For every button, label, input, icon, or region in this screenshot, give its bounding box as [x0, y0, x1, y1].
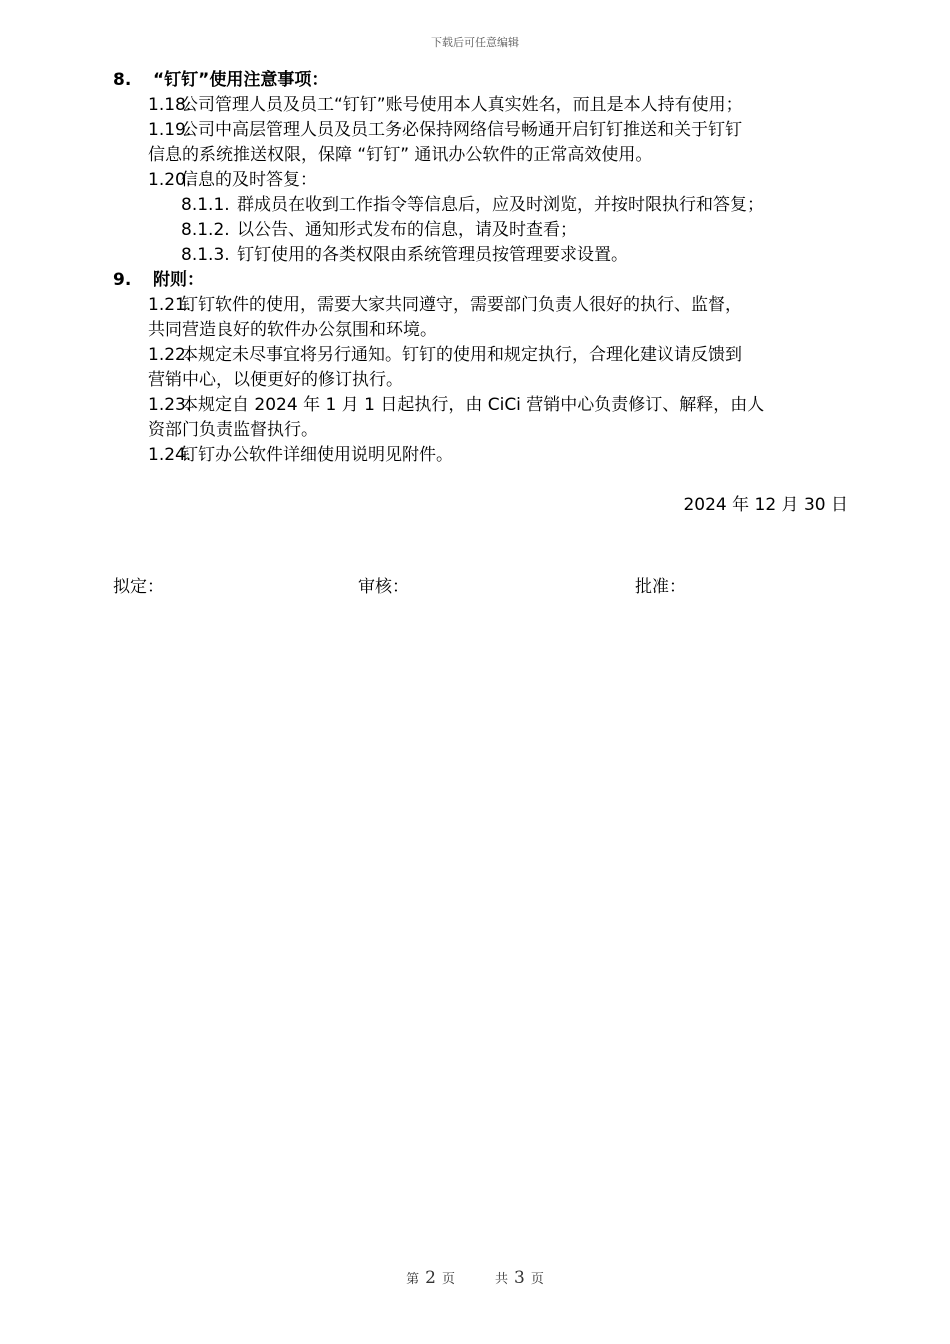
page-prefix: 第: [406, 1272, 420, 1287]
document-body: [113, 68, 853, 518]
clause-1-18: [113, 93, 853, 118]
page-footer: [0, 1268, 950, 1288]
subclause-text: 群成员在收到工作指令等信息后，应及时浏览，并按时限执行和答复；: [237, 195, 764, 215]
clause-text: 钉钉软件的使用，需要大家共同遵守，需要部门负责人很好的执行、监督，: [181, 295, 742, 315]
clause-text: 钉钉办公软件详细使用说明见附件。: [181, 445, 453, 465]
clause-1-21: [113, 293, 853, 343]
section-heading-9: [113, 268, 853, 293]
clause-1-20: [113, 168, 853, 193]
clause-text: 公司管理人员及员工“钉钉”账号使用本人真实姓名，而且是本人持有使用；: [181, 95, 743, 115]
header-note: 下载后可任意编辑: [431, 36, 519, 49]
subclause-text: 以公告、通知形式发布的信息，请及时查看；: [237, 220, 577, 240]
subclause-8-1-3: [113, 243, 853, 268]
page-suffix: 页: [441, 1272, 455, 1287]
clause-text-continued: 共同营造良好的软件办公氛围和环境。: [148, 320, 437, 340]
clause-1-24: [113, 443, 853, 468]
signature-approve-label: 批准：: [635, 577, 686, 597]
section-title: “钉钉”使用注意事项：: [153, 70, 329, 90]
clause-1-23: [113, 393, 853, 443]
signature-row: [113, 575, 853, 600]
clause-text: 信息的及时答复：: [181, 170, 317, 190]
subclause-number: 8.1.1.: [181, 195, 230, 215]
clause-number: 1.21.: [148, 295, 192, 315]
clause-number: 1.18.: [148, 95, 192, 115]
section-number: 9.: [113, 270, 132, 290]
total-suffix: 页: [530, 1272, 544, 1287]
subclause-8-1-1: [113, 193, 853, 218]
clause-text: 本规定未尽事宜将另行通知。钉钉的使用和规定执行，合理化建议请反馈到: [181, 345, 742, 365]
page-total: 3: [514, 1268, 525, 1288]
section-heading-8: [113, 68, 853, 93]
subclause-number: 8.1.3.: [181, 245, 230, 265]
subclause-text: 钉钉使用的各类权限由系统管理员按管理要求设置。: [237, 245, 628, 265]
clause-number: 1.19.: [148, 120, 192, 140]
section-title: 附则：: [153, 270, 204, 290]
subclause-number: 8.1.2.: [181, 220, 230, 240]
clause-text: 公司中高层管理人员及员工务必保持网络信号畅通开启钉钉推送和关于钉钉: [181, 120, 742, 140]
clause-text: 本规定自 2024 年 1 月 1 日起执行，由 CiCi 营销中心负责修订、解释，由人: [181, 395, 765, 415]
section-number: 8.: [113, 70, 132, 90]
clause-1-19: [113, 118, 853, 168]
clause-number: 1.20.: [148, 170, 192, 190]
clause-text-continued: 营销中心，以便更好的修订执行。: [148, 370, 403, 390]
clause-text-continued: 资部门负责监督执行。: [148, 420, 318, 440]
clause-number: 1.24.: [148, 445, 192, 465]
document-date: 2024 年 12 月 30 日: [683, 495, 848, 515]
total-prefix: 共: [495, 1272, 509, 1287]
subclause-8-1-2: [113, 218, 853, 243]
clause-1-22: [113, 343, 853, 393]
clause-number: 1.23.: [148, 395, 192, 415]
page-current: 2: [425, 1268, 436, 1288]
clause-text-continued: 信息的系统推送权限，保障 “钉钉” 通讯办公软件的正常高效使用。: [148, 145, 653, 165]
clause-number: 1.22.: [148, 345, 192, 365]
signature-draft-label: 拟定：: [113, 577, 164, 597]
signature-review-label: 审核：: [358, 577, 409, 597]
